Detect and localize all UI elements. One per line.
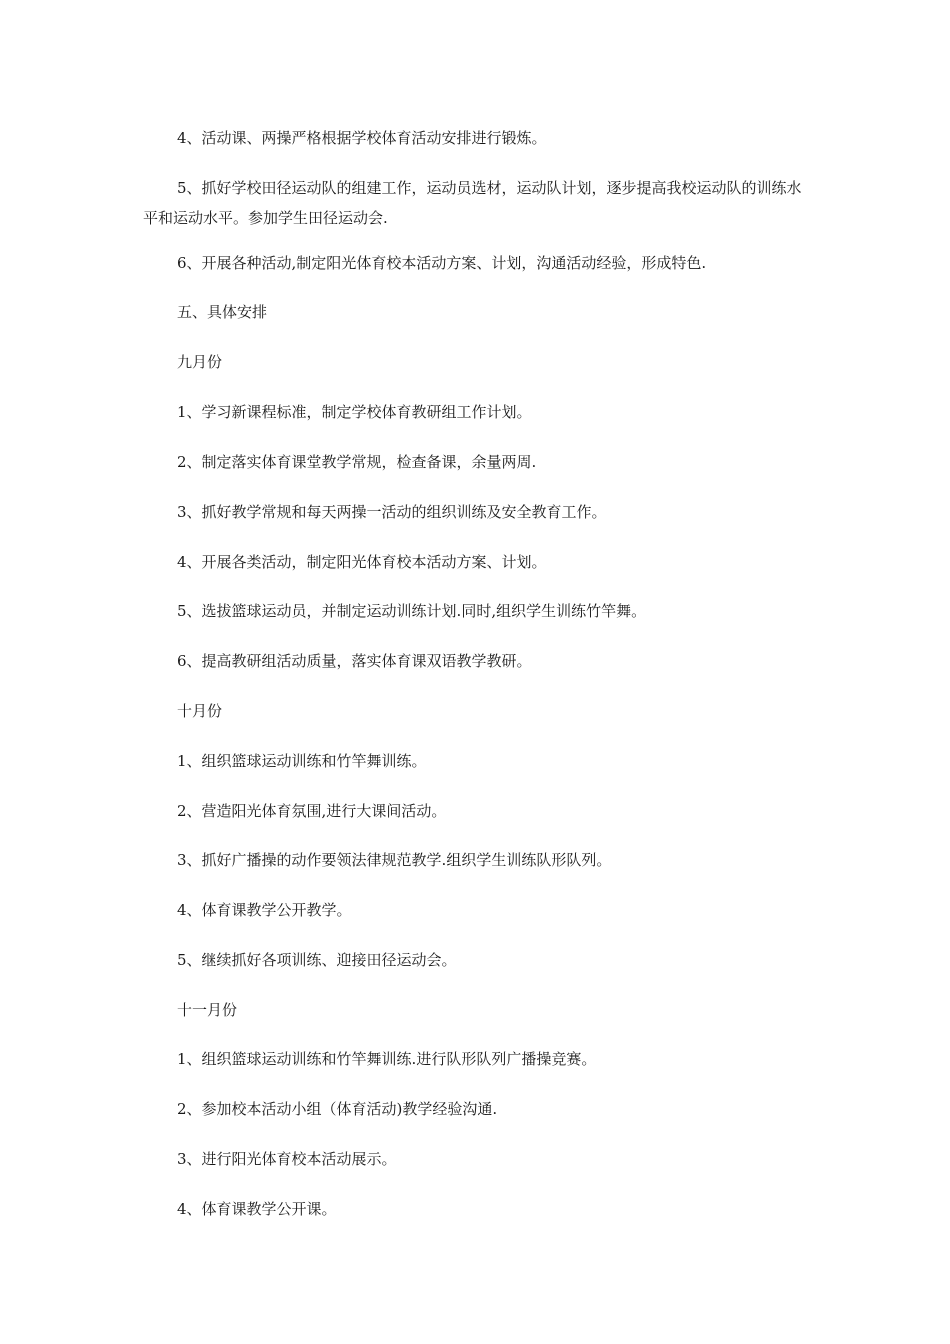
paragraph-activities: 6、开展各种活动,制定阳光体育校本活动方案、计划，沟通活动经验，形成特色. <box>177 254 707 272</box>
list-item: 3、抓好广播操的动作要领法律规范教学.组织学生训练队形队列。 <box>177 851 612 869</box>
list-item: 5、继续抓好各项训练、迎接田径运动会。 <box>177 951 457 969</box>
list-item: 1、组织篮球运动训练和竹竿舞训练。 <box>177 752 427 770</box>
list-item: 2、制定落实体育课堂教学常规，检查备课，余量两周. <box>177 453 537 471</box>
list-item: 2、营造阳光体育氛围,进行大课间活动。 <box>177 802 447 820</box>
month-heading-september: 九月份 <box>177 353 223 371</box>
paragraph-track-team: 5、抓好学校田径运动队的组建工作，运动员选材，运动队计划，逐步提高我校运动队的训练水平和运动水平。参加学生田径运动会. <box>143 179 802 227</box>
list-item: 6、提高教研组活动质量，落实体育课双语教学教研。 <box>177 652 532 670</box>
list-item: 3、抓好教学常规和每天两操一活动的组织训练及安全教育工作。 <box>177 503 607 521</box>
list-item: 4、体育课教学公开教学。 <box>177 901 352 919</box>
list-item: 4、开展各类活动，制定阳光体育校本活动方案、计划。 <box>177 553 547 571</box>
paragraph-activity-class: 4、活动课、两操严格根据学校体育活动安排进行锻炼。 <box>177 129 547 147</box>
list-item: 2、参加校本活动小组（体育活动)教学经验沟通. <box>177 1100 498 1118</box>
list-item: 1、组织篮球运动训练和竹竿舞训练.进行队形队列广播操竞赛。 <box>177 1050 597 1068</box>
list-item: 4、体育课教学公开课。 <box>177 1200 337 1218</box>
month-heading-october: 十月份 <box>177 702 223 720</box>
list-item: 1、学习新课程标准，制定学校体育教研组工作计划。 <box>177 403 532 421</box>
list-item: 5、选拔篮球运动员，并制定运动训练计划.同时,组织学生训练竹竿舞。 <box>177 602 647 620</box>
list-item: 3、进行阳光体育校本活动展示。 <box>177 1150 397 1168</box>
section-heading-schedule: 五、具体安排 <box>177 303 268 321</box>
month-heading-november: 十一月份 <box>177 1001 238 1019</box>
